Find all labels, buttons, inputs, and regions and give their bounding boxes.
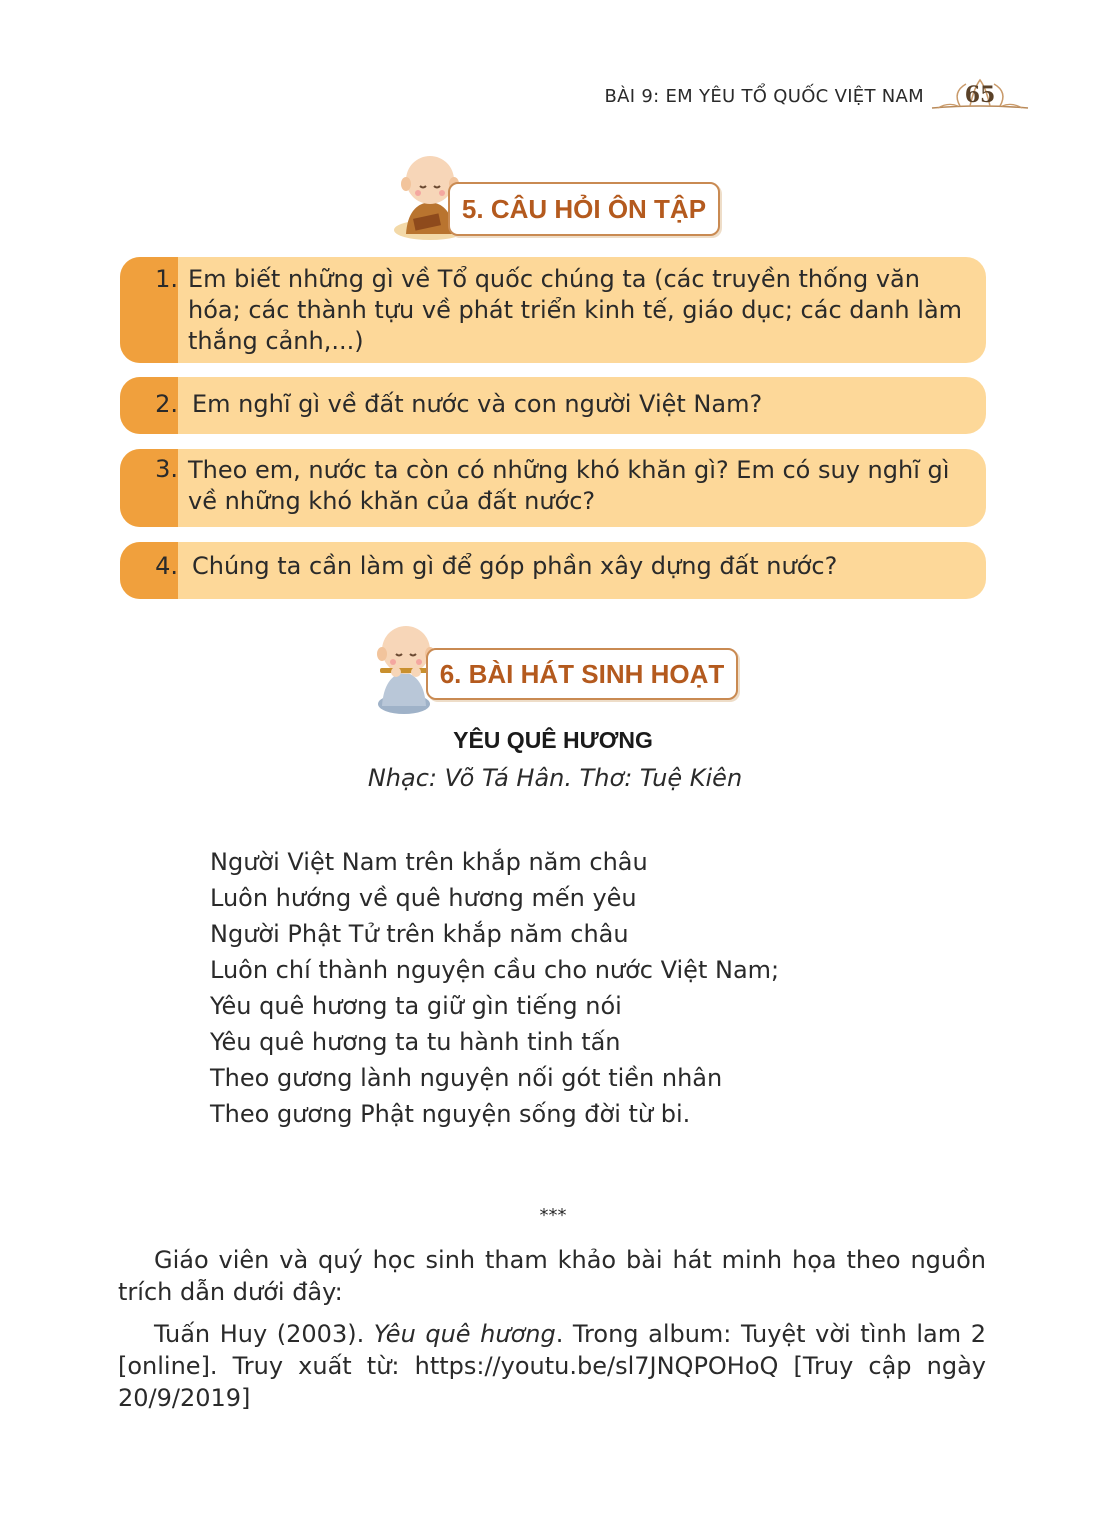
section-5-banner [388, 152, 718, 242]
lyric-line: Người Phật Tử trên khắp năm châu [210, 920, 629, 948]
question-text: Em nghĩ gì về đất nước và con người Việt Nam? [192, 390, 763, 418]
lyric-line: Theo gương lành nguyện nối gót tiền nhân [210, 1064, 723, 1092]
question-number: 3. [155, 455, 178, 483]
reference-note: Giáo viên và quý học sinh tham khảo bài hát minh họa theo nguồn trích dẫn dưới đây: [118, 1246, 986, 1306]
chapter-title: BÀI 9: EM YÊU TỔ QUỐC VIỆT NAM [604, 85, 924, 107]
separator: *** [539, 1205, 567, 1226]
lyric-line: Luôn hướng về quê hương mến yêu [210, 884, 637, 912]
question-item [120, 377, 986, 434]
lyric-line: Luôn chí thành nguyện cầu cho nước Việt Nam; [210, 956, 780, 984]
question-text: Chúng ta cần làm gì để góp phần xây dựng đất nước? [192, 552, 838, 580]
lyric-line: Theo gương Phật nguyện sống đời từ bi. [210, 1100, 691, 1128]
lyric-line: Người Việt Nam trên khắp năm châu [210, 848, 648, 876]
section-6-title: 6. BÀI HÁT SINH HOẠT [426, 648, 738, 700]
section-5-title: 5. CÂU HỎI ÔN TẬP [448, 182, 720, 236]
citation-details: . Trong album: Tuyệt vời tình lam 2 [online]. Truy xuất từ: https://youtu.be/sl7JNQPOHoQ [Truy cập ngày 20/9/2019] [118, 1320, 986, 1412]
question-text: Theo em, nước ta còn có những khó khăn gì? Em có suy nghĩ gì về những khó khăn của đất nước? [188, 456, 950, 515]
question-item [120, 449, 986, 527]
question-number: 4. [155, 552, 178, 580]
lyric-line: Yêu quê hương ta giữ gìn tiếng nói [210, 992, 622, 1020]
lyric-line: Yêu quê hương ta tu hành tinh tấn [210, 1028, 621, 1056]
citation-title: Yêu quê hương [373, 1320, 556, 1348]
question-number: 1. [155, 265, 178, 293]
question-item [120, 257, 986, 363]
citation [118, 1318, 986, 1414]
citation-author: Tuấn Huy (2003). [154, 1320, 374, 1348]
question-item [120, 542, 986, 599]
page-number-ornament [930, 78, 1030, 114]
question-text: Em biết những gì về Tổ quốc chúng ta (các truyền thống văn hóa; các thành tựu về phát triển kinh tế, giáo dục; các danh làm thắng cảnh,...) [188, 265, 963, 355]
running-header [604, 78, 1030, 114]
song-lyrics [210, 844, 779, 1132]
song-title: YÊU QUÊ HƯƠNG [453, 727, 653, 753]
question-number: 2. [155, 390, 178, 418]
page-number: 65 [964, 82, 996, 108]
song-credit: Nhạc: Võ Tá Hân. Thơ: Tuệ Kiên [367, 764, 743, 792]
section-6-banner [366, 620, 738, 710]
